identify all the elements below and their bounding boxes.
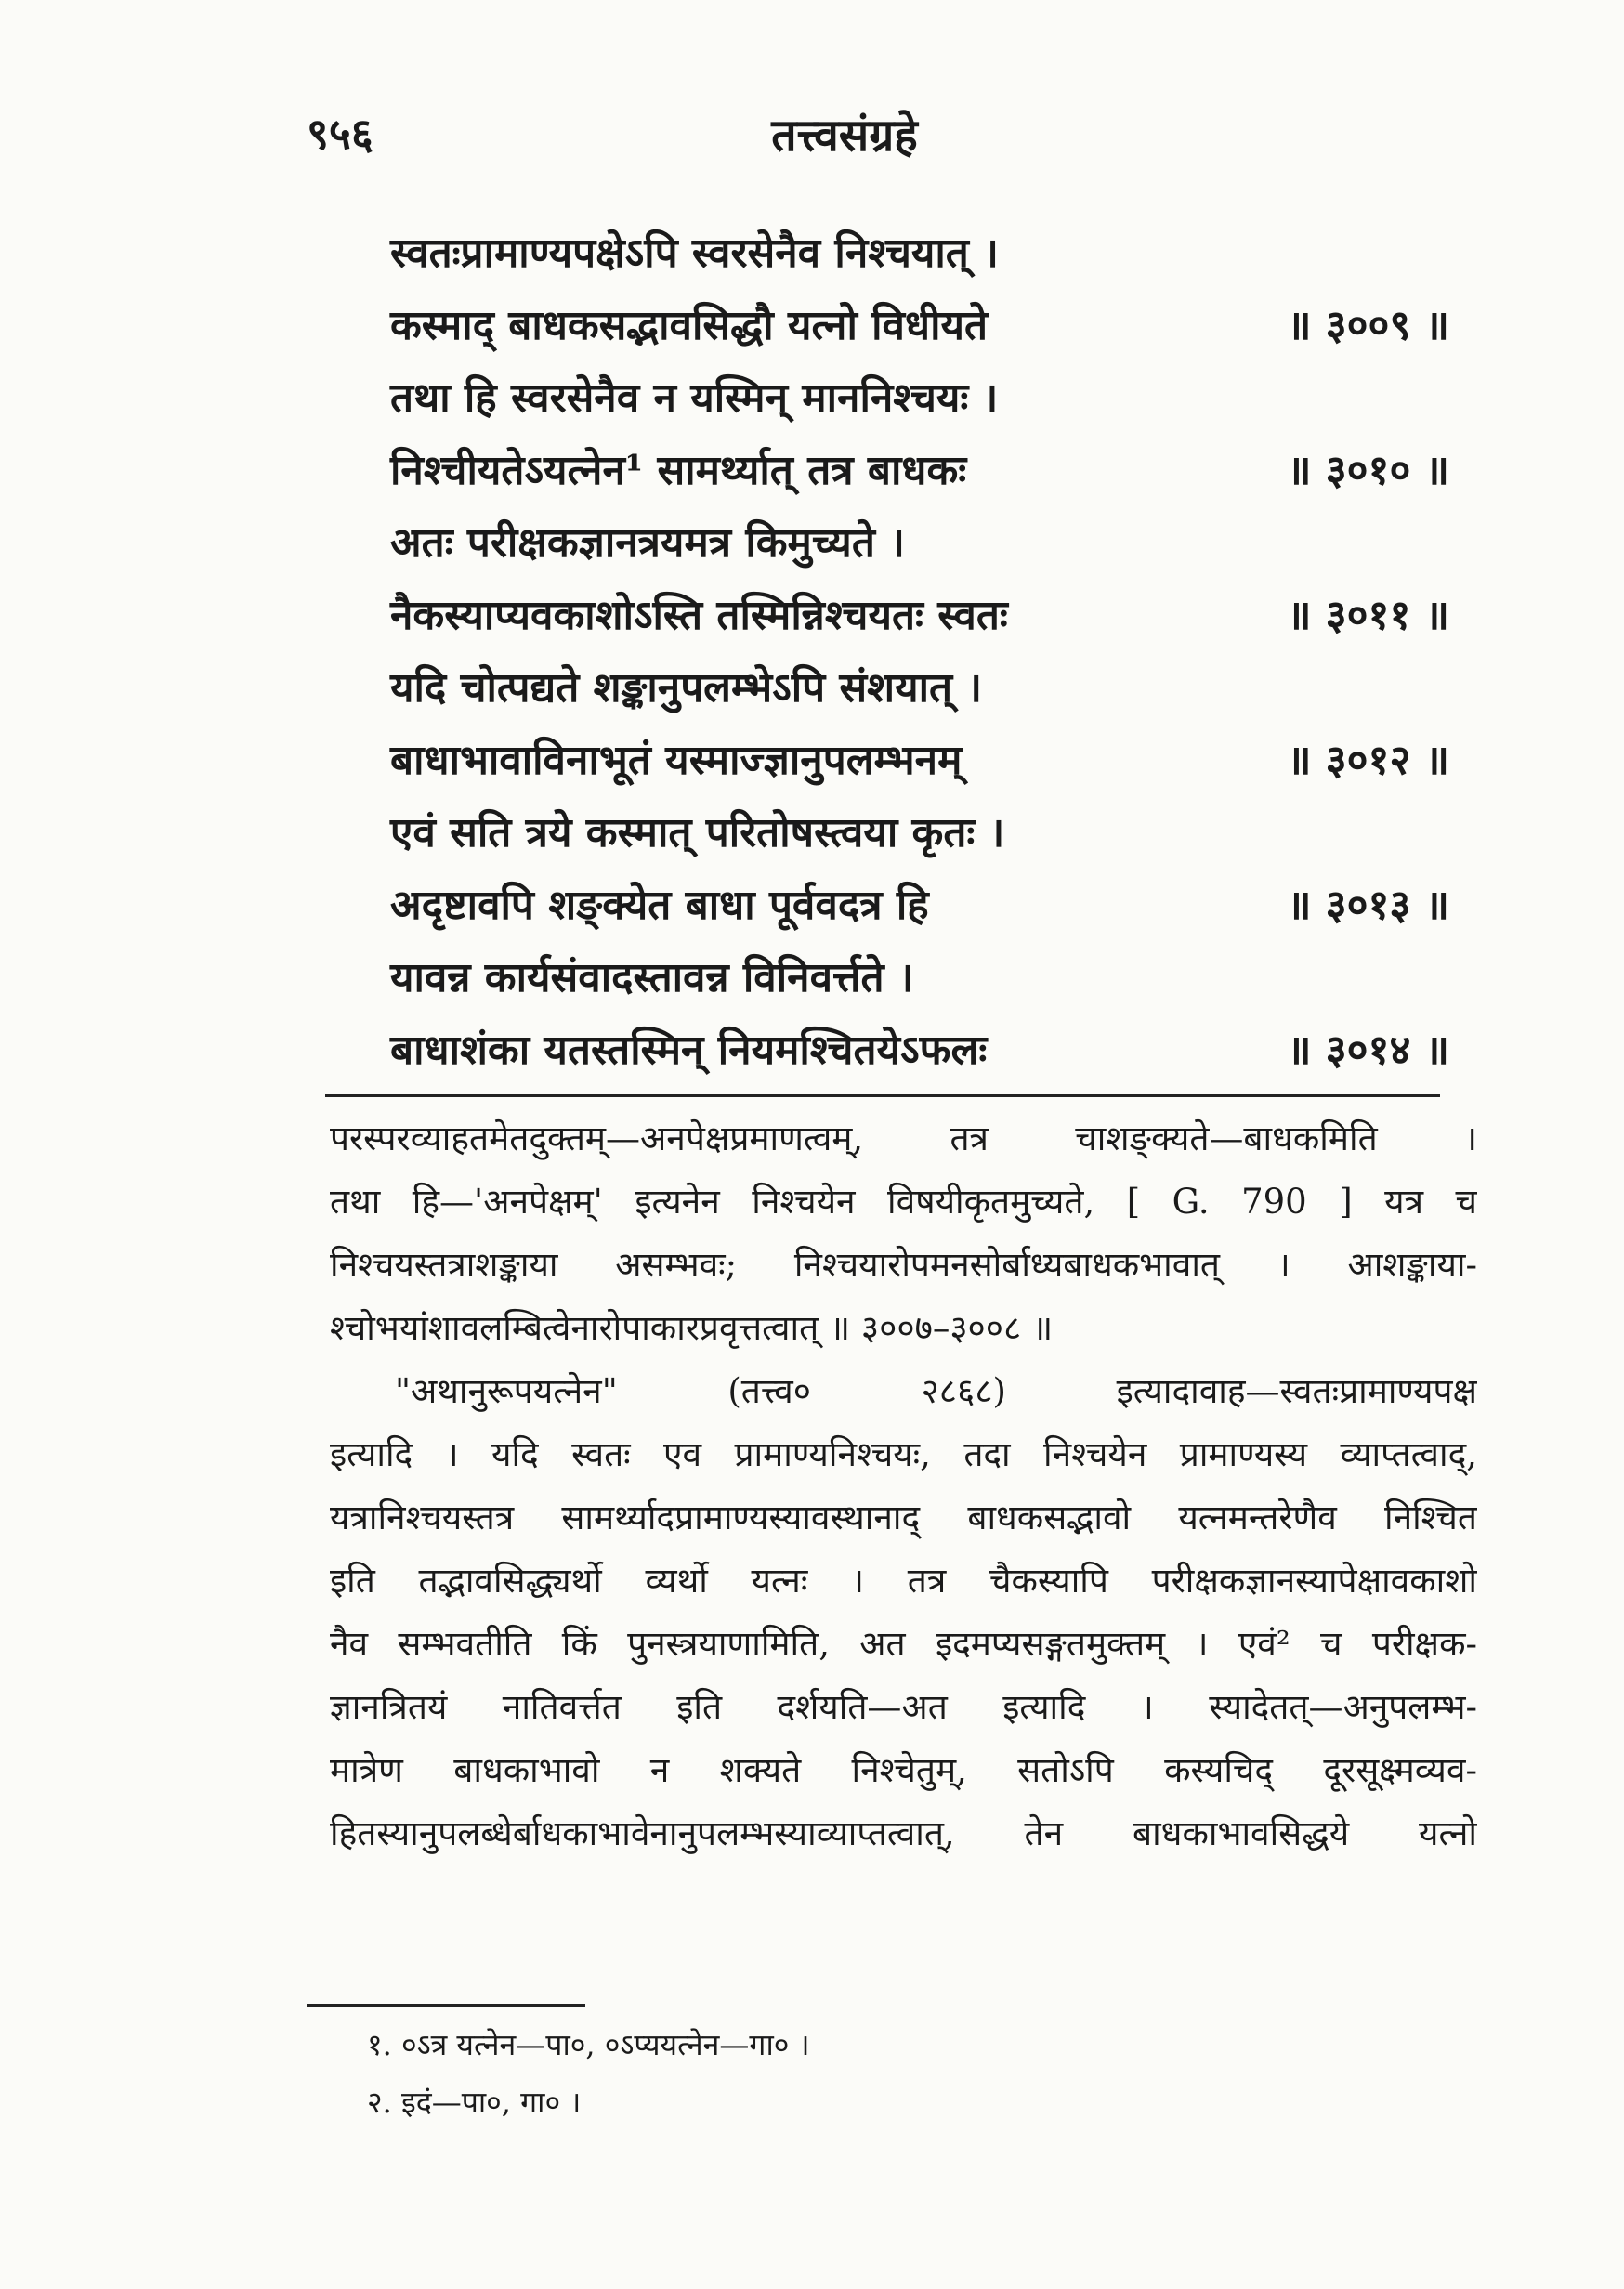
verse-text: यदि चोत्पद्यते शङ्कानुपलम्भेऽपि संशयात् । [390,664,983,712]
verse-line [390,803,1449,875]
verse-line [390,730,1449,803]
verse-text: एवं सति त्रये कस्मात् परितोषस्त्वया कृतः । [390,809,1005,857]
commentary-line: मात्रेण बाधकाभावो न शक्यते निश्चेतुम्, सतोऽपि कस्यचिद् दूरसूक्ष्मव्यव- [330,1750,1477,1790]
verse-line [390,585,1449,658]
verse-line [390,295,1449,368]
commentary-line: ज्ञानत्रितयं नातिवर्त्तत इति दर्शयति—अत इत्यादि । स्यादेतत्—अनुपलम्भ- [330,1687,1477,1727]
footnote: २. इदं—पा०, गा० । [367,2085,582,2120]
verse-line [390,368,1449,440]
commentary-line: नैव सम्भवतीति किं पुनस्त्रयाणामिति, अत इदमप्यसङ्गतमुक्तम् । एवं² च परीक्षक- [330,1624,1477,1664]
verse-text: तथा हि स्वरसेनैव न यस्मिन् माननिश्चयः । [390,374,999,422]
commentary-line: यत्रानिश्चयस्तत्र सामर्थ्यादप्रामाण्यस्यावस्थानाद् बाधकसद्भावो यत्नमन्तरेणैव निश्चित [330,1498,1477,1537]
verse-text: कस्माद् बाधकसद्भावसिद्धौ यत्नो विधीयते [390,302,989,349]
commentary-line: इति तद्भावसिद्ध्यर्थो व्यर्थो यत्नः । तत्र चैकस्यापि परीक्षकज्ञानस्यापेक्षावकाशो [330,1561,1477,1601]
verse-text: नैकस्याप्यवकाशोऽस्ति तस्मिन्निश्चयतः स्वतः [390,592,1008,639]
commentary-line: इत्यादि । यदि स्वतः एव प्रामाण्यनिश्चयः, तदा निश्चयेन प्रामाण्यस्य व्याप्तत्वाद्, [330,1434,1477,1474]
verse-number: ॥ ३०११ ॥ [1287,592,1449,639]
commentary-line: निश्चयस्तत्राशङ्काया असम्भवः; निश्चयारोपमनसोर्बाध्यबाधकभावात् । आशङ्काया- [330,1245,1477,1285]
footnote: १. ०ऽत्र यत्नेन—पा०, ०ऽप्ययत्नेन—गा० । [367,2027,810,2062]
verse-line [390,1020,1449,1092]
verse-text: अतः परीक्षकज्ञानत्रयमत्र किमुच्यते । [390,519,905,567]
verse-text: बाधाभावाविनाभूतं यस्माज्ज्ञानुपलम्भनम् [390,737,963,784]
verse-text: स्वतःप्रामाण्यपक्षेऽपि स्वरसेनैव निश्चयात् । [390,229,999,277]
page-header [307,104,1382,169]
verse-number: ॥ ३०१३ ॥ [1287,882,1449,929]
verse-text: निश्चीयतेऽयत्नेन¹ सामर्थ्यात् तत्र बाधकः [390,447,967,494]
verse-number: ॥ ३००९ ॥ [1287,302,1449,349]
verse-number: ॥ ३०१४ ॥ [1287,1027,1449,1074]
verse-text: अदृष्टावपि शङ्क्येत बाधा पूर्ववदत्र हि [390,882,929,929]
section-divider [325,1094,1440,1097]
commentary-block [330,1107,1477,1865]
verse-line [390,223,1449,295]
commentary-line: "अथानुरूपयत्नेन" (तत्त्व० २८६८) इत्यादावाह—स्वतःप्रामाण्यपक्ष [395,1371,1477,1411]
verse-line [390,513,1449,585]
commentary-line: श्चोभयांशावलम्बित्वेनारोपाकारप्रवृत्तत्वात् ॥ ३००७–३००८ ॥ [330,1308,1054,1348]
commentary-line: तथा हि—'अनपेक्षम्' इत्यनेन निश्चयेन विषयीकृतमुच्यते, [ G. 790 ] यत्र च [330,1182,1477,1222]
verse-number: ॥ ३०१२ ॥ [1287,737,1449,784]
footnotes [367,2016,810,2131]
verse-text: यावन्न कार्यसंवादस्तावन्न विनिवर्त्तते । [390,954,914,1001]
page-number: ९५६ [307,109,373,159]
verse-line [390,440,1449,513]
commentary-line: हितस्यानुपलब्धेर्बाधकाभावेनानुपलम्भस्याव्याप्तत्वात्, तेन बाधकाभावसिद्धये यत्नो [330,1813,1477,1853]
verse-line [390,875,1449,948]
verse-block [390,223,1449,1092]
running-title: तत्त्वसंग्रहे [771,110,918,162]
commentary-line: परस्परव्याहतमेतदुक्तम्—अनपेक्षप्रमाणत्वम्, तत्र चाशङ्क्यते—बाधकमिति । [330,1118,1477,1158]
verse-text: बाधाशंका यतस्तस्मिन् नियमश्चितयेऽफलः [390,1027,988,1074]
verse-line [390,948,1449,1020]
footnote-divider [307,2004,585,2007]
verse-number: ॥ ३०१० ॥ [1287,447,1449,494]
verse-line [390,658,1449,730]
